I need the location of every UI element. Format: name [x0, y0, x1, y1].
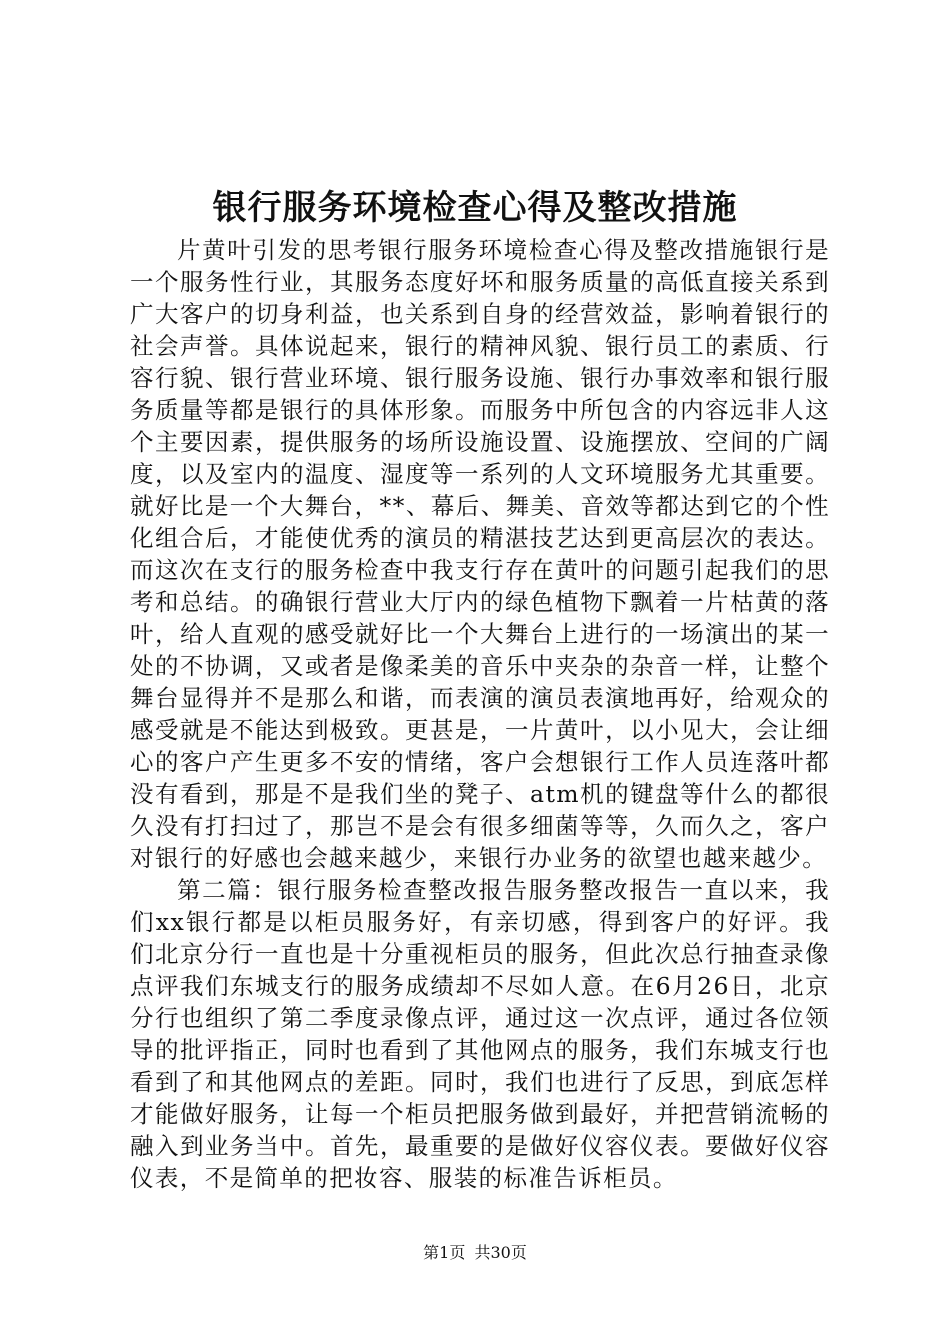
document-body [130, 234, 830, 1194]
paragraph-1: 片黄叶引发的思考银行服务环境检查心得及整改措施银行是一个服务性行业，其服务态度好坏和服务质量的高低直接关系到广大客户的切身利益，也关系到自身的经营效益，影响着银行的社会声誉。具体说起来，银行的精神风貌、银行员工的素质、行容行貌、银行营业环境、银行服务设施、银行办事效率和银行服务质量等都是银行的具体形象。而服务中所包含的内容远非人这个主要因素，提供服务的场所设施设置、设施摆放、空间的广阔度，以及室内的温度、湿度等一系列的人文环境服务尤其重要。就好比是一个大舞台，**、幕后、舞美、音效等都达到它的个性化组合后，才能使优秀的演员的精湛技艺达到更高层次的表达。而这次在支行的服务检查中我支行存在黄叶的问题引起我们的思考和总结。的确银行营业大厅内的绿色植物下飘着一片枯黄的落叶，给人直观的感受就好比一个大舞台上进行的一场演出的某一处的不协调，又或者是像柔美的音乐中夹杂的杂音一样，让整个舞台显得并不是那么和谐，而表演的演员表演地再好，给观众的感受就是不能达到极致。更甚是，一片黄叶，以小见大，会让细心的客户产生更多不安的情绪，客户会想银行工作人员连落叶都没有看到，那是不是我们坐的凳子、atm机的键盘等什么的都很久没有打扫过了，那岂不是会有很多细菌等等，久而久之，客户对银行的好感也会越来越少，来银行办业务的欲望也越来越少。 [130, 236, 830, 872]
page-footer [0, 1241, 950, 1265]
page-total: 共30页 [474, 1243, 527, 1262]
document-title: 银行服务环境检查心得及整改措施 [212, 188, 738, 228]
page-number: 第1页 [423, 1243, 466, 1262]
paragraph-2: 第二篇：银行服务检查整改报告服务整改报告一直以来，我们xx银行都是以柜员服务好，有亲切感，得到客户的好评。我们北京分行一直也是十分重视柜员的服务，但此次总行抽查录像点评我们东城支行的服务成绩却不尽如人意。在6月26日，北京分行也组织了第二季度录像点评，通过这一次点评，通过各位领导的批评指正，同时也看到了其他网点的服务，我们东城支行也看到了和其他网点的差距。同时，我们也进行了反思，到底怎样才能做好服务，让每一个柜员把服务做到最好，并把营销流畅的融入到业务当中。首先，最重要的是做好仪容仪表。要做好仪容仪表，不是简单的把妆容、服装的标准告诉柜员。 [130, 876, 830, 1192]
